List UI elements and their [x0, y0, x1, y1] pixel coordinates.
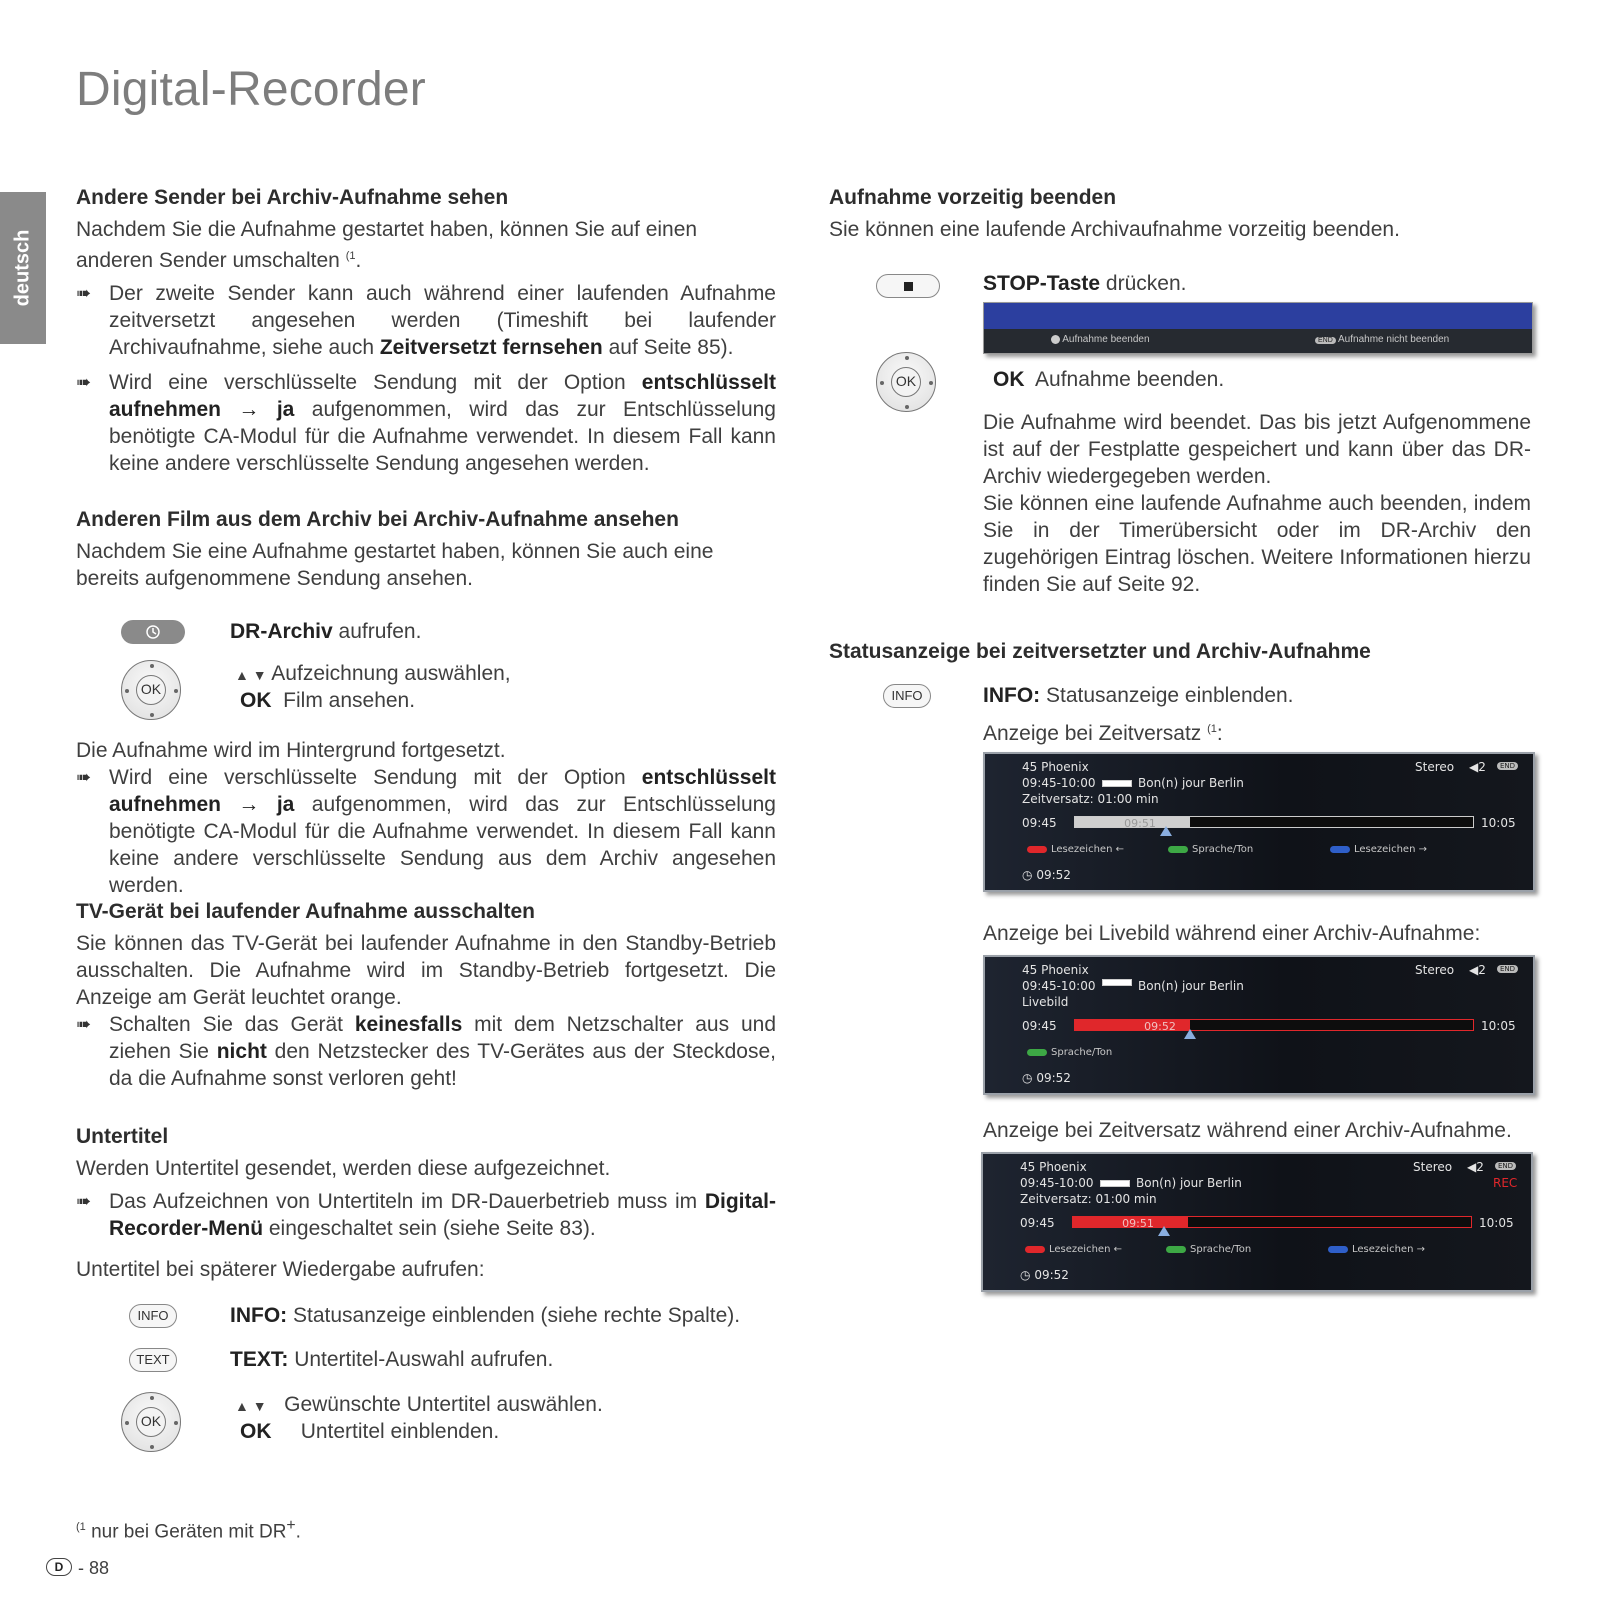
arrow-icon: ➠	[76, 1014, 92, 1034]
step-text: OK Untertitel einblenden.	[240, 1420, 500, 1443]
ok-pad[interactable]	[121, 660, 181, 720]
end-time: 10:05	[1481, 816, 1516, 830]
step-text: ▲ ▼ Gewünschte Untertitel auswählen.	[235, 1393, 603, 1416]
time-range: 09:45-10:00	[1022, 979, 1096, 993]
ok-button[interactable]: OK	[891, 367, 921, 397]
ok-pad[interactable]	[121, 1392, 181, 1452]
start-time: 09:45	[1022, 816, 1057, 830]
step-text: OK Film ansehen.	[240, 689, 416, 712]
stop-icon	[904, 282, 913, 291]
end-key-icon: END	[1497, 965, 1518, 973]
offset: Zeitversatz: 01:00 min	[1022, 792, 1159, 806]
osd-option[interactable]: END Aufnahme nicht beenden	[1315, 334, 1449, 345]
right-column-s2	[829, 640, 1529, 664]
playback-marker	[1160, 826, 1172, 836]
section-heading: Untertitel	[76, 1125, 169, 1148]
left-column-s2b	[76, 737, 776, 899]
timeline-bar	[1072, 1216, 1472, 1228]
channel: 45 Phoenix	[1020, 1160, 1087, 1174]
paragraph: Untertitel bei späterer Wiedergabe aufrufen:	[76, 1258, 485, 1281]
green-button[interactable]: Sprache/Ton	[1166, 1244, 1251, 1255]
country-badge: D	[46, 1558, 72, 1576]
time-range: 09:45-10:00	[1020, 1176, 1094, 1190]
end-key-icon: END	[1495, 1162, 1516, 1170]
paragraph: Die Aufnahme wird im Hintergrund fortgesetzt.	[76, 739, 506, 762]
clock-icon: ◷	[1022, 1071, 1033, 1085]
paragraph: Nachdem Sie eine Aufnahme gestartet haben, können Sie auch eine bereits aufgenommene Sendung ansehen.	[76, 540, 714, 590]
ok-icon	[1051, 335, 1060, 344]
paragraph: Sie können das TV-Gerät bei laufender Aufnahme in den Standby-Betrieb ausschalten. Die Aufnahme wird im Standby-Betrieb fortgesetzt. Die Anzeige am Gerät leuchtet orange.	[76, 932, 776, 1009]
caption: Anzeige bei Zeitversatz während einer Archiv-Aufnahme.	[983, 1119, 1512, 1142]
current-time: 09:52	[1144, 1020, 1176, 1033]
blue-button[interactable]: Lesezeichen →	[1330, 844, 1427, 855]
info-key[interactable]: INFO	[129, 1304, 177, 1328]
caption: Anzeige bei Zeitversatz $^{(1}$:	[983, 722, 1223, 745]
right-body	[983, 409, 1531, 598]
arrow-icon: ➠	[76, 372, 92, 392]
language-tab-label: deutsch	[11, 229, 34, 307]
current-time: 09:51	[1122, 1217, 1154, 1230]
paragraph: Werden Untertitel gesendet, werden diese aufgezeichnet.	[76, 1157, 611, 1180]
up-down-arrows-icon: ▲ ▼	[235, 1398, 267, 1414]
osd-timeshift-archive	[981, 1152, 1533, 1292]
arrow-icon: ➠	[76, 283, 92, 303]
step-text: ▲ ▼ Aufzeichnung auswählen,	[235, 662, 511, 685]
program: Bon(n) jour Berlin	[1138, 979, 1244, 993]
end-key-icon: END	[1497, 762, 1518, 770]
program: Bon(n) jour Berlin	[1138, 776, 1244, 790]
clock: ◷ 09:52	[1022, 868, 1071, 882]
language-tab	[0, 192, 46, 344]
text-key[interactable]: TEXT	[129, 1348, 177, 1372]
section-heading: Statusanzeige bei zeitversetzter und Archiv-Aufnahme	[829, 640, 1371, 663]
start-time: 09:45	[1020, 1216, 1055, 1230]
playback-marker	[1184, 1029, 1196, 1039]
audio-track: ◀2	[1467, 1160, 1484, 1174]
bullet: ➠ Das Aufzeichnen von Untertiteln im DR-Dauerbetrieb muss im Digital-Recorder-Menü eingeschaltet sein (siehe Seite 83).	[76, 1190, 776, 1240]
audio-track: ◀2	[1469, 963, 1486, 977]
paragraph: Nachdem Sie die Aufnahme gestartet haben, können Sie auf einen anderen Sender umschalten $^{(1}$.	[76, 218, 698, 272]
left-column-s4	[76, 1125, 776, 1283]
step-text: DR-Archiv aufrufen.	[230, 620, 422, 643]
stop-osd	[983, 302, 1533, 354]
red-button[interactable]: Lesezeichen ←	[1027, 844, 1124, 855]
bullet: ➠ Schalten Sie das Gerät keinesfalls mit dem Netzschalter aus und ziehen Sie nicht den Netzstecker des TV-Gerätes aus der Steckdose, da die Aufnahme sonst verloren geht!	[76, 1013, 776, 1090]
caption: Anzeige bei Livebild während einer Archiv-Aufnahme:	[983, 922, 1481, 945]
arrow-icon: ➠	[76, 1191, 92, 1211]
rec-indicator: REC	[1493, 1176, 1518, 1190]
program-progress	[1102, 979, 1132, 986]
ok-button[interactable]: OK	[136, 1407, 166, 1437]
blue-button[interactable]: Lesezeichen →	[1328, 1244, 1425, 1255]
current-time: 09:51	[1124, 817, 1156, 830]
clock: ◷ 09:52	[1020, 1268, 1069, 1282]
end-key-icon: END	[1315, 337, 1336, 344]
stereo: Stereo	[1413, 1160, 1453, 1174]
channel: 45 Phoenix	[1022, 760, 1089, 774]
green-button[interactable]: Sprache/Ton	[1027, 1047, 1112, 1058]
red-button[interactable]: Lesezeichen ←	[1025, 1244, 1122, 1255]
ok-pad[interactable]	[876, 352, 936, 412]
section-heading: Anderen Film aus dem Archiv bei Archiv-Aufnahme ansehen	[76, 508, 679, 531]
clock-icon	[121, 620, 185, 644]
up-down-arrows-icon: ▲ ▼	[235, 667, 267, 683]
stereo: Stereo	[1415, 963, 1455, 977]
end-time: 10:05	[1479, 1216, 1514, 1230]
paragraph: Sie können eine laufende Aufnahme auch beenden, indem Sie in der Timerübersicht oder im DR-Archiv den zugehörigen Eintrag löschen. Weitere Informationen hierzu finden Sie auf Seite 92.	[983, 492, 1531, 596]
ok-button[interactable]: OK	[136, 675, 166, 705]
section-heading: Andere Sender bei Archiv-Aufnahme sehen	[76, 186, 509, 209]
osd-timeshift	[983, 752, 1535, 892]
bullet: ➠ Wird eine verschlüsselte Sendung mit der Option entschlüsselt aufnehmen → ja aufgenommen, wird das zur Entschlüsselung benötigte CA-Modul für die Aufnahme verwendet. In diesem Fall kann keine andere verschlüsselte Sendung angesehen werden.	[76, 371, 776, 475]
program-progress	[1102, 780, 1132, 787]
green-button[interactable]: Sprache/Ton	[1168, 844, 1253, 855]
channel: 45 Phoenix	[1022, 963, 1089, 977]
clock: ◷ 09:52	[1022, 1071, 1071, 1085]
livebild: Livebild	[1022, 995, 1069, 1009]
info-key[interactable]: INFO	[883, 684, 931, 708]
step-text: OK Aufnahme beenden.	[993, 368, 1225, 391]
paragraph: Sie können eine laufende Archivaufnahme vorzeitig beenden.	[829, 218, 1400, 241]
step-text: TEXT: Untertitel-Auswahl aufrufen.	[230, 1348, 554, 1371]
start-time: 09:45	[1022, 1019, 1057, 1033]
stereo: Stereo	[1415, 760, 1455, 774]
time-range: 09:45-10:00	[1022, 776, 1096, 790]
program-progress	[1100, 1180, 1130, 1187]
step-text: INFO: Statusanzeige einblenden.	[983, 684, 1294, 707]
clock-icon: ◷	[1022, 868, 1033, 882]
left-column	[76, 186, 776, 477]
osd-option[interactable]: Aufnahme beenden	[1051, 334, 1150, 345]
step-text: STOP-Taste drücken.	[983, 272, 1187, 295]
timeline-bar	[1074, 1019, 1474, 1031]
step-text: INFO: Statusanzeige einblenden (siehe rechte Spalte).	[230, 1304, 741, 1327]
stop-key[interactable]	[876, 274, 940, 298]
program: Bon(n) jour Berlin	[1136, 1176, 1242, 1190]
bullet: ➠ Der zweite Sender kann auch während einer laufenden Aufnahme zeitversetzt angesehen werden (Timeshift bei laufender Archivaufnahme, siehe auch Zeitversetzt fernsehen auf Seite 85).	[76, 282, 776, 359]
page-number: - 88	[78, 1558, 110, 1578]
dr-archiv-key[interactable]	[121, 620, 185, 644]
page-title: Digital-Recorder	[76, 63, 426, 116]
paragraph: Die Aufnahme wird beendet. Das bis jetzt Aufgenommene ist auf der Festplatte gespeichert und kann über das DR-Archiv wiedergegeben werden.	[983, 411, 1531, 488]
left-column-s2	[76, 508, 776, 592]
section-heading: Aufnahme vorzeitig beenden	[829, 186, 1117, 209]
stop-osd-bar	[984, 329, 1532, 353]
bullet: ➠ Wird eine verschlüsselte Sendung mit der Option entschlüsselt aufnehmen → ja aufgenommen, wird das zur Entschlüsselung benötigte CA-Modul für die Aufnahme verwendet. In diesem Fall kann keine andere verschlüsselte Sendung aus dem Archiv angesehen werden.	[76, 766, 776, 897]
offset: Zeitversatz: 01:00 min	[1020, 1192, 1157, 1206]
left-column-s3	[76, 900, 776, 1092]
arrow-icon: ➠	[76, 767, 92, 787]
playback-marker	[1158, 1226, 1170, 1236]
right-column	[829, 186, 1529, 243]
timeline-bar	[1074, 816, 1474, 828]
section-heading: TV-Gerät bei laufender Aufnahme ausschalten	[76, 900, 536, 923]
osd-live	[983, 955, 1535, 1095]
footnote: $^{(1}$ nur bei Geräten mit DR+.	[76, 1517, 301, 1543]
end-time: 10:05	[1481, 1019, 1516, 1033]
audio-track: ◀2	[1469, 760, 1486, 774]
clock-icon: ◷	[1020, 1268, 1031, 1282]
